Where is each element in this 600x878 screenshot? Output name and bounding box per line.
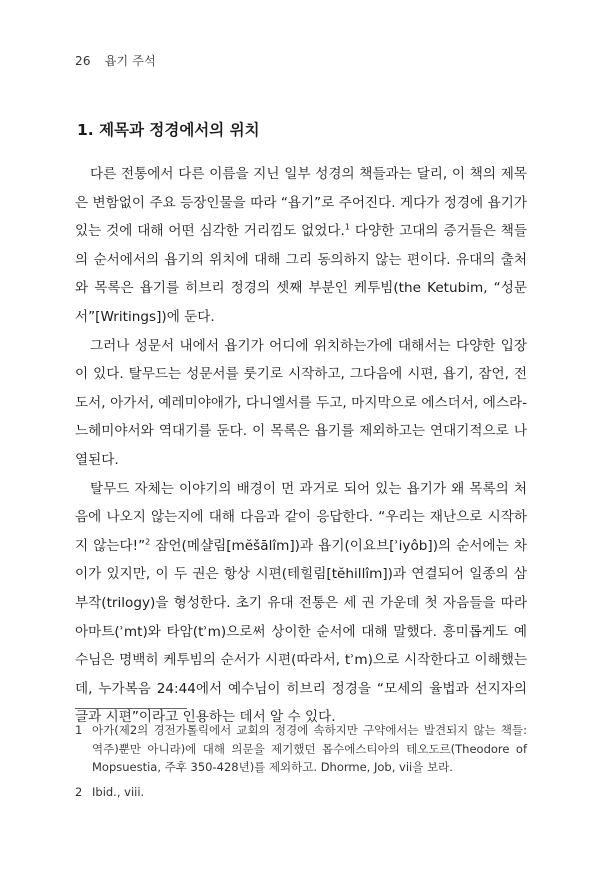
- body-text: [75, 160, 527, 732]
- paragraph-text: 그러나 성문서 내에서 욥기가 어디에 위치하는가에 대해서는 다양한 입장이 있다. 탈무드는 성문서를 룻기로 시작하고, 그다음에 시편, 욥기, 잠언, 전도서, 아가서, 예레미야애가, 다니엘서를 두고, 마지막으로 에스더서, 에스라-느헤미야서와 역대기를 둔다. 이 목록은 욥기를 제외하고는 연대기적으로 나열된다.: [75, 337, 527, 468]
- paragraph-text: 다른 전통에서 다른 이름을 지닌 일부 성경의 책들과는 달리, 이 책의 제목은 변함없이 주요 등장인물을 따라 “욥기”로 주어진다. 게다가 정경에 욥기가 있는 것에 대해 어떤 심각한 거리낌도 없었다.: [75, 166, 527, 240]
- paragraph: [75, 160, 527, 332]
- footnote: [75, 721, 527, 777]
- footnote-ref[interactable]: 2: [145, 537, 151, 547]
- paragraph-text: 잠언(메샬림[mĕšālîm])과 욥기(이요브[ʾiyôb])의 순서에는 차이가 있지만, 이 두 권은 항상 시편(테힐림[tĕhillîm])과 연결되어 일종의 삼부작(trilogy)을 형성한다. 초기 유대 전통은 세 권 가운데 첫 자음들을 따라 아마트(ʾmt)와 타암(tʾm)으로써 상이한 순서에 대해 말했다. 흥미롭게도 예수님은 명백히 케투빔의 순서가 시편(따라서, tʾm)으로 시작한다고 이해했는데, 누가복음 24:44에서 예수님이 히브리 정경을 “모세의 율법과 선지자의 글과 시편”이라고 인용하는 데서 알 수 있다.: [75, 537, 527, 726]
- footnote-ref[interactable]: 1: [344, 222, 350, 232]
- footnote-text: 아가(제2의 경전가톨릭에서 교회의 정경에 속하지만 구약에서는 발견되지 않는 책들: 역주)뿐만 아니라)에 대해 의문을 제기했던 몹수에스티아의 테오도르(Theodore of Mopsuestia, 주후 350-428년)를 제외하고. Dhorme, Job, vii을 보라.: [92, 723, 527, 774]
- page-number: 26: [75, 54, 91, 68]
- footnotes: [75, 721, 527, 807]
- paragraph: [75, 332, 527, 475]
- footnote-number: 1: [75, 723, 83, 737]
- book-title: 욥기 주석: [104, 54, 156, 68]
- footnote: [75, 783, 527, 802]
- running-header: [75, 52, 156, 69]
- section-title: 1. 제목과 정경에서의 위치: [77, 121, 260, 139]
- footnote-number: 2: [75, 784, 83, 799]
- paragraph-text: 탈무드 자체는 이야기의 배경이 먼 과거로 되어 있는 욥기가 왜 목록의 처음에 나오지 않는지에 대해 다음과 같이 응답한다. “우리는 재난으로 시작하지 않는다!”: [75, 480, 527, 554]
- paragraph: [75, 475, 527, 732]
- paragraph-text: 다양한 고대의 증거들은 책들의 순서에서의 욥기의 위치에 대해 그리 동의하지 않는 편이다. 유대의 출처와 목록은 욥기를 히브리 정경의 셋째 부분인 케투빔(the Ketubim, “성문서”[Writings])에 둔다.: [75, 223, 527, 325]
- footnote-text: Ibid., viii.: [92, 784, 145, 799]
- footnote-divider: [75, 708, 187, 709]
